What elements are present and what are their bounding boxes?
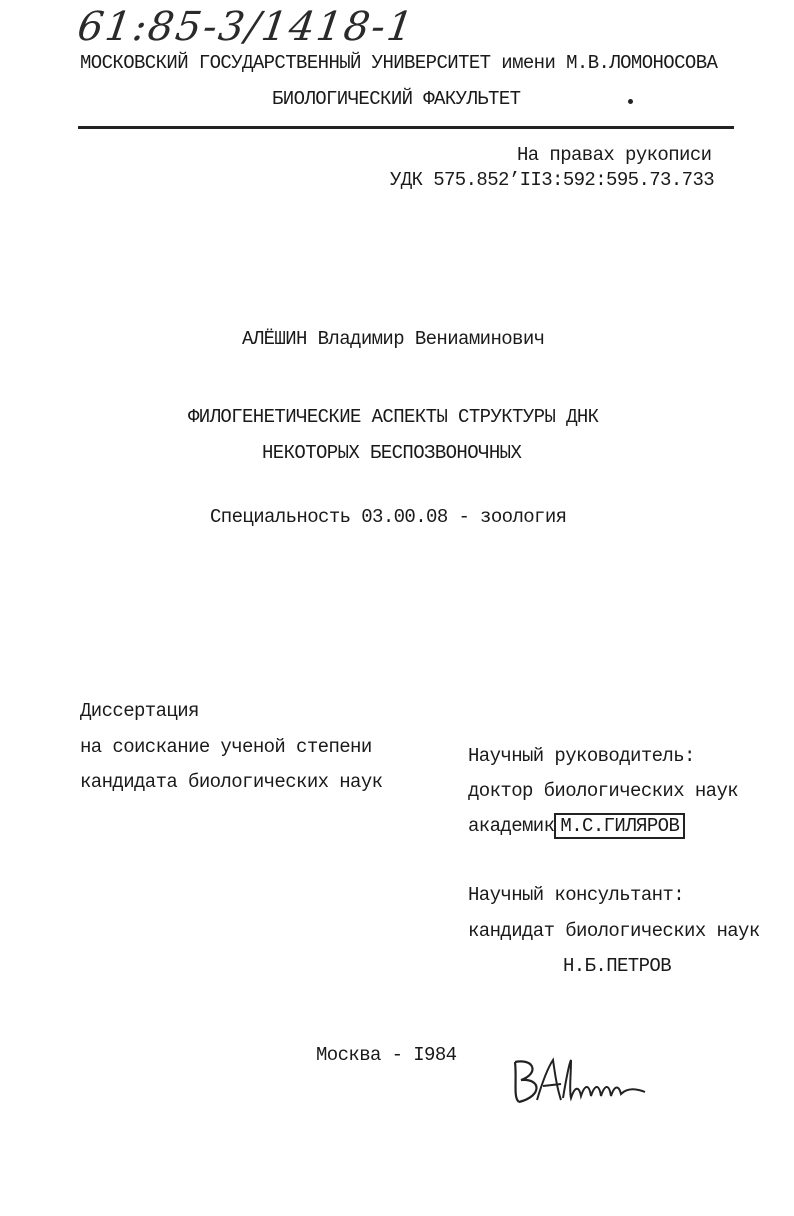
supervisor-line — [468, 815, 685, 837]
dissertation-line-3: кандидата биологических наук — [80, 771, 383, 793]
udc-code: УДК 575.852’II3:592:595.73.733 — [390, 169, 715, 191]
city-year: Москва - I984 — [316, 1044, 457, 1066]
dissertation-line-2: на соискание ученой степени — [80, 736, 372, 758]
author-signature — [505, 1050, 655, 1110]
author-name: АЛЁШИН Владимир Вениаминович — [242, 328, 545, 350]
title-line-1: ФИЛОГЕНЕТИЧЕСКИЕ АСПЕКТЫ СТРУКТУРЫ ДНК — [188, 406, 599, 428]
consultant-name: Н.Б.ПЕТРОВ — [563, 955, 672, 977]
title-line-2: НЕКОТОРЫХ БЕСПОЗВОНОЧНЫХ — [262, 442, 522, 464]
rights-note: На правах рукописи — [517, 144, 712, 166]
university-name: МОСКОВСКИЙ ГОСУДАРСТВЕННЫЙ УНИВЕРСИТЕТ имени М.В.ЛОМОНОСОВА — [80, 52, 718, 74]
specialty: Специальность 03.00.08 - зоология — [210, 506, 567, 528]
consultant-label: Научный консультант: — [468, 884, 685, 906]
stray-dot — [628, 99, 633, 104]
supervisor-name: М.С.ГИЛЯРОВ — [554, 813, 685, 839]
supervisor-rank: академик — [468, 815, 555, 837]
supervisor-label: Научный руководитель: — [468, 745, 695, 767]
archive-handwritten-mark: 61:85-3/1418-1 — [74, 4, 418, 50]
consultant-degree: кандидат биологических наук — [468, 920, 760, 942]
faculty-name: БИОЛОГИЧЕСКИЙ ФАКУЛЬТЕТ — [272, 88, 521, 110]
supervisor-degree: доктор биологических наук — [468, 780, 739, 802]
header-rule — [78, 126, 734, 129]
dissertation-line-1: Диссертация — [80, 700, 199, 722]
